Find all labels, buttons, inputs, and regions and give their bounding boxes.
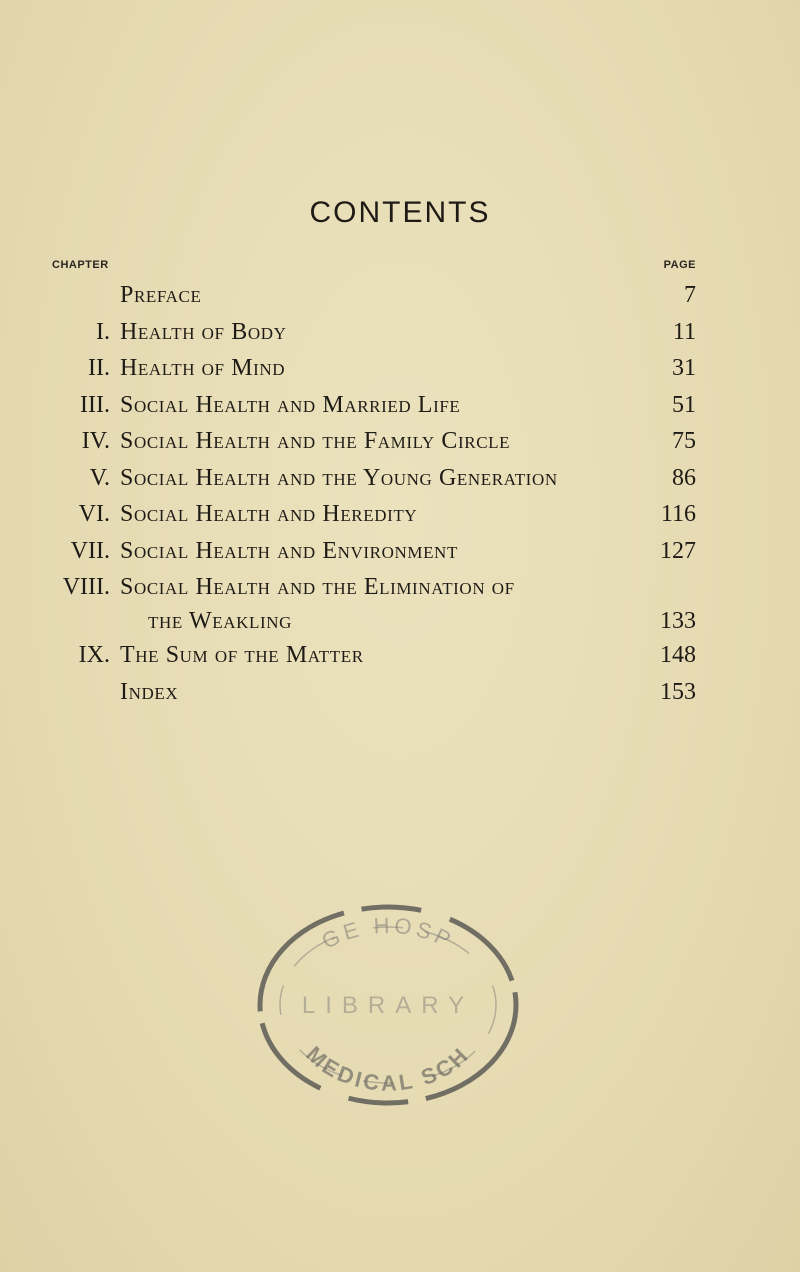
chapter-title: the Weakling xyxy=(148,608,293,634)
chapter-title: Social Health and Married Life xyxy=(120,391,461,418)
chapter-title: Preface xyxy=(120,282,202,308)
toc-entry-6 xyxy=(0,499,800,536)
table-of-contents xyxy=(0,280,800,713)
chapter-number: VIII. xyxy=(62,574,110,600)
page-number: 116 xyxy=(660,501,696,527)
chapter-title: Health of Body xyxy=(120,318,287,345)
page-number: 133 xyxy=(660,608,696,634)
page-number: 86 xyxy=(672,464,696,491)
page-number: 75 xyxy=(672,428,696,454)
chapter-title: Health of Mind xyxy=(120,355,286,381)
toc-entry-3 xyxy=(0,390,800,427)
chapter-number: IV. xyxy=(81,428,110,454)
library-stamp xyxy=(243,893,533,1118)
chapter-title: The Sum of the Matter xyxy=(120,642,364,668)
chapter-title: Social Health and the Young Generation xyxy=(120,464,558,491)
stamp-bottom-text: MEDICAL SCH xyxy=(301,1041,475,1096)
toc-entry-7 xyxy=(0,536,800,573)
toc-entry-1 xyxy=(0,317,800,354)
chapter-number: IX. xyxy=(78,642,110,668)
chapter-number: VII. xyxy=(70,537,110,564)
chapter-title: Index xyxy=(120,678,179,705)
chapter-title: Social Health and the Family Circle xyxy=(120,428,511,454)
page-number: 11 xyxy=(672,318,696,345)
page-number: 7 xyxy=(684,282,696,308)
chapter-column-header: CHAPTER xyxy=(52,259,109,271)
toc-entry-5 xyxy=(0,463,800,500)
page-number: 127 xyxy=(660,537,696,564)
toc-entry-9 xyxy=(0,640,800,677)
page-title: CONTENTS xyxy=(309,196,491,229)
stamp-top-text: GE HOSP xyxy=(317,912,459,954)
chapter-number: VI. xyxy=(78,501,110,527)
chapter-number: II. xyxy=(88,355,110,381)
chapter-title: Social Health and Heredity xyxy=(120,501,418,527)
chapter-title: Social Health and the Elimination of xyxy=(120,574,515,600)
page-number: 51 xyxy=(672,391,696,418)
toc-entry-preface xyxy=(0,280,800,317)
toc-entry-8-continued xyxy=(0,606,800,640)
page-number: 153 xyxy=(660,678,696,705)
chapter-number: V. xyxy=(89,464,110,491)
stamp-middle-text: LIBRARY xyxy=(301,992,475,1019)
toc-entry-index xyxy=(0,677,800,714)
toc-entry-2 xyxy=(0,353,800,390)
page-number: 148 xyxy=(660,642,696,668)
page-column-header: PAGE xyxy=(663,259,696,271)
chapter-title: Social Health and Environment xyxy=(120,537,458,564)
chapter-number: I. xyxy=(96,318,110,345)
chapter-number: III. xyxy=(80,391,110,418)
toc-entry-4 xyxy=(0,426,800,463)
toc-entry-8 xyxy=(0,572,800,606)
page-number: 31 xyxy=(672,355,696,381)
